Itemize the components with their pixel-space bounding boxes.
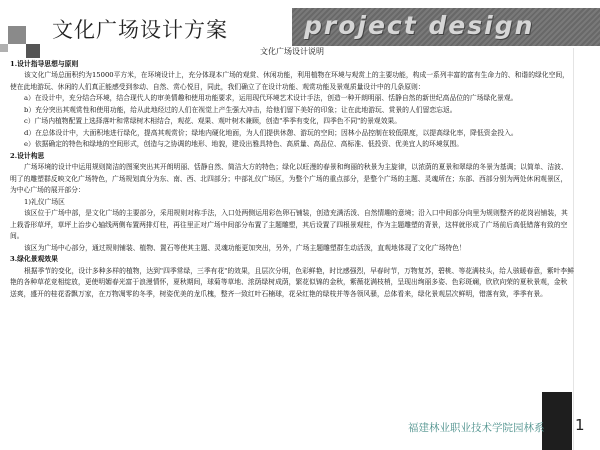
principle-item: b）充分突出其观赏性和使用功能，给从此地经过的人们在视觉上产生强大冲击，给他们留下美好的印象；让在此地游玩、赏景的人们留恋忘返。 [24, 105, 457, 114]
footer-block [542, 392, 572, 450]
principle-item: e）依据确定的特色和绿地的空间形式，创造与之协调的地形、地貌，建设出雅具特色、高质量、高品位、高标准、低投资、优美宜人的环境氛围。 [24, 140, 464, 148]
paragraph: 该区位于广场中部，是文化广场的主要部分，采用规则对称手法，入口处两侧运用彩色卵石铺装，创造充满活泼、自然情趣的意境；沿入口中间部分向里为规则整齐的花岗岩铺装，其上栽香形草坪，草坪上治步心轴线两侧布置两排灯柱，再往里正对广场中间部分布置了主题雕塑，其后设置了四根景观柱，作为主题雕塑的背景，这样就形成了广场前后高低错落有致的空间。 [10, 209, 568, 240]
principle-item: d）在总体设计中，大面积地进行绿化，提高其观赏价；绿地内硬化地面，为人们提供休憩、游玩的空间；因林小品控制在较低限度，以提高绿化率，降低资金投入。 [24, 128, 518, 137]
page-number: 1 [575, 416, 585, 434]
side-stripe [573, 48, 600, 450]
school-name: 福建林业职业技术学院园林系 [408, 422, 545, 434]
brand-banner [292, 8, 600, 46]
section-heading: 1.设计指导思想与原则 [10, 59, 79, 68]
paragraph: 根据季节的变化，设计多种多样的植物，达到"四季常绿，三季有花"的效果，且层次分明，色彩鲜艳，时比感强烈，早春时节，万物复苏，碧桃、等花满枝头，给人骇暖春意，紫叶李鲜艳的各种草花竞相绽放，更使明媚春光富于浪漫情怀，夏秋期间，球菊等草地、浓荫绿树成荫，繁花似锦的金秋，紫薇花满枝梢，呈现出绚丽多姿、色彩斑斓，欣欣向荣的夏秋景观，金秋送爽，盛开的桂花香飘万家，在万物凋零的冬季，树姿优美的龙爪槐，整齐一致红叶石楠球，花朵红艳的绿枝并等各领风骚，总体看来，绿化景观层次鲜明，错落有致，季季有景。 [10, 266, 574, 298]
decor-square [0, 44, 8, 52]
slide-header [0, 0, 600, 48]
paragraph: 广场环境的设计中运用规则简洁的图案突出其开朗明丽、恬静自然、简洁大方的特色；绿化以旺漫的春景和绚丽的秋景为主旋律，以浓荫的夏景和翠绿的冬景为基调；以简单、洁波、明了的雕塑群反映文化广场特色，广场规划真分为东、南、西、北四部分；中部礼仪广场区，为整个广场的重点部分，是整个广场的主题、灵魂所在；东部、西部分别为两处休闲观景区，为中心广场的展开部分： [10, 163, 568, 194]
decor-square [8, 26, 26, 44]
principle-item: a）在设计中，充分结合环境，结合现代人的审美情趣和使用功能要求，运用现代环境艺术设计手法，创造一种开朗明丽、恬静自然的新世纪高品位的广场绿化景观。 [24, 94, 518, 102]
paragraph: 该文化广场总面积约为15000平方米，在环境设计上，充分体现本广场的观赏、休闲功能，利用植物在环境与观赏上的主要功能，构成一系列丰富的富有生命力的、和谐的绿化空间，使在此地游玩、休闲的人们真正能感受到参动、自然、赏心悦目，同此，我们确立了在设计功能、观赏功能及景观质量设计中的几条原则： [10, 71, 569, 91]
document-title: 文化广场设计说明 [260, 47, 324, 56]
slide-title: 文化广场设计方案 [52, 18, 228, 42]
section-heading: 2.设计构思 [10, 151, 45, 160]
document-body [10, 46, 574, 402]
subsection-heading: 1)礼仪广场区 [24, 197, 65, 206]
principle-item: c）广场内植物配置上选择落叶和常绿树木相结合，观花、观果、观叶树木兼顾，创造"季季有变化，四季色不同"的景观效果。 [24, 117, 402, 125]
brand-text: project design [304, 11, 535, 40]
section-heading: 3.绿化景观效果 [10, 255, 58, 263]
paragraph: 该区为广场中心部分，通过规则铺装、植物、置石等使其主题、灵魂功能更加突出，另外，广场主题雕塑群生动活泼，直观地体现了文化广场特色！ [24, 243, 466, 252]
